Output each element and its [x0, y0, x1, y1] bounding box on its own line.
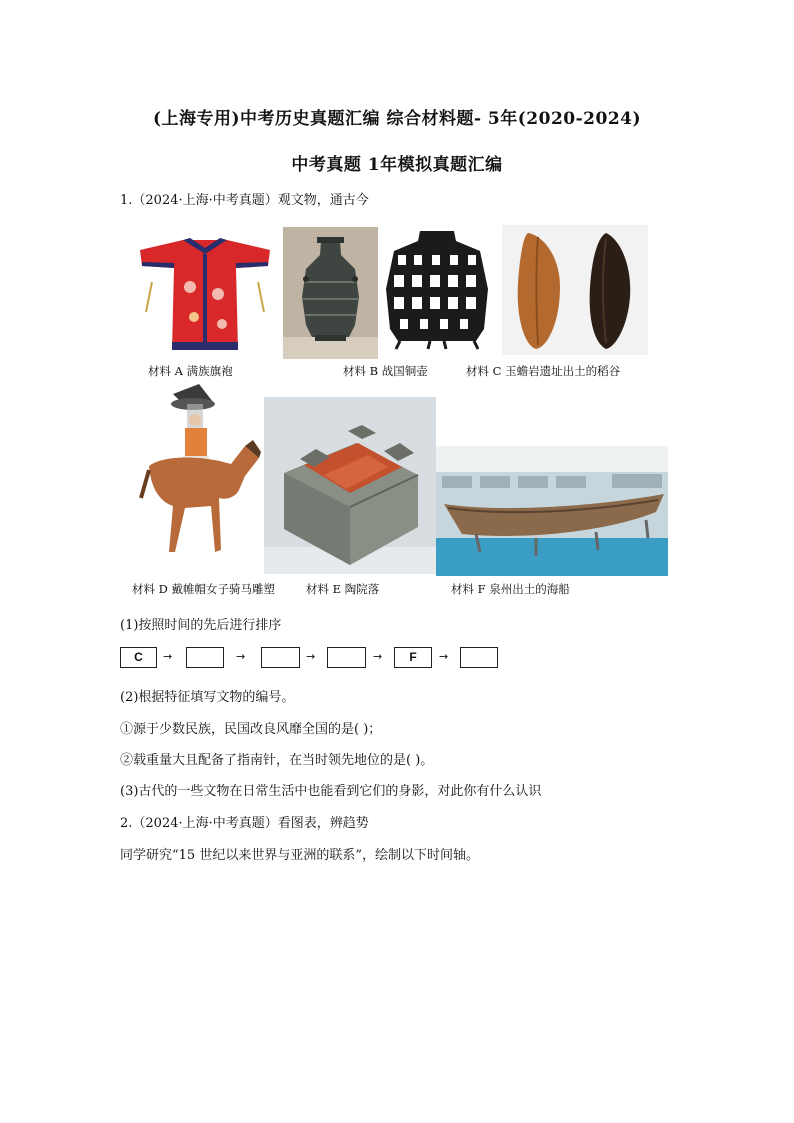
sequence-arrow: →	[439, 650, 449, 663]
sequence-box-4[interactable]	[327, 647, 366, 668]
material-a-caption: 材料 A 满族旗袍	[148, 364, 233, 378]
question-2-stem: 2.（2024·上海·中考真题）看图表，辨趋势	[120, 816, 369, 831]
question-2-text: 同学研究“15 世纪以来世界与亚洲的联系”，绘制以下时间轴。	[120, 848, 479, 863]
bronze-pot-image	[283, 227, 378, 359]
horse-rider-statue-image	[135, 380, 262, 572]
document-title: (上海专用)中考历史真题汇编 综合材料题- 5年(2020-2024)	[152, 109, 642, 129]
material-b-caption: 材料 B 战国铜壶	[343, 364, 428, 378]
material-d-caption: 材料 D 戴帷帽女子骑马雕塑	[132, 582, 276, 596]
ancient-ship-image	[436, 446, 668, 576]
part-1-prompt: (1)按照时间的先后进行排序	[120, 618, 282, 633]
pottery-courtyard-image	[264, 397, 436, 574]
sequence-arrow: →	[306, 650, 316, 663]
sequence-box-5[interactable]: F	[394, 647, 432, 668]
sequence-box-1[interactable]: C	[120, 647, 157, 668]
part-2-prompt: (2)根据特征填写文物的编号。	[120, 690, 295, 705]
material-c-caption: 材料 C 玉蟾岩遗址出土的稻谷	[466, 364, 621, 378]
sequence-arrow: →	[236, 650, 246, 663]
sequence-arrow: →	[163, 650, 173, 663]
material-f-caption: 材料 F 泉州出土的海船	[451, 582, 570, 596]
document-subtitle: 中考真题 1年模拟真题汇编	[291, 155, 503, 175]
part-2-item-2: ②载重量大且配备了指南针，在当时领先地位的是( )。	[120, 753, 434, 768]
sequence-box-3[interactable]	[261, 647, 300, 668]
sequence-box-6[interactable]	[460, 647, 498, 668]
bronze-pot-rubbing-image	[380, 229, 494, 351]
rice-grain-image	[502, 225, 648, 355]
qipao-robe-image	[138, 232, 272, 354]
part-2-item-1: ①源于少数民族，民国改良风靡全国的是( )；	[120, 722, 382, 737]
material-e-caption: 材料 E 陶院落	[306, 582, 380, 596]
question-1-stem: 1.（2024·上海·中考真题）观文物，通古今	[120, 193, 369, 208]
sequence-box-2[interactable]	[186, 647, 224, 668]
sequence-arrow: →	[373, 650, 383, 663]
part-3-prompt: (3)古代的一些文物在日常生活中也能看到它们的身影，对此你有什么认识	[120, 784, 542, 799]
